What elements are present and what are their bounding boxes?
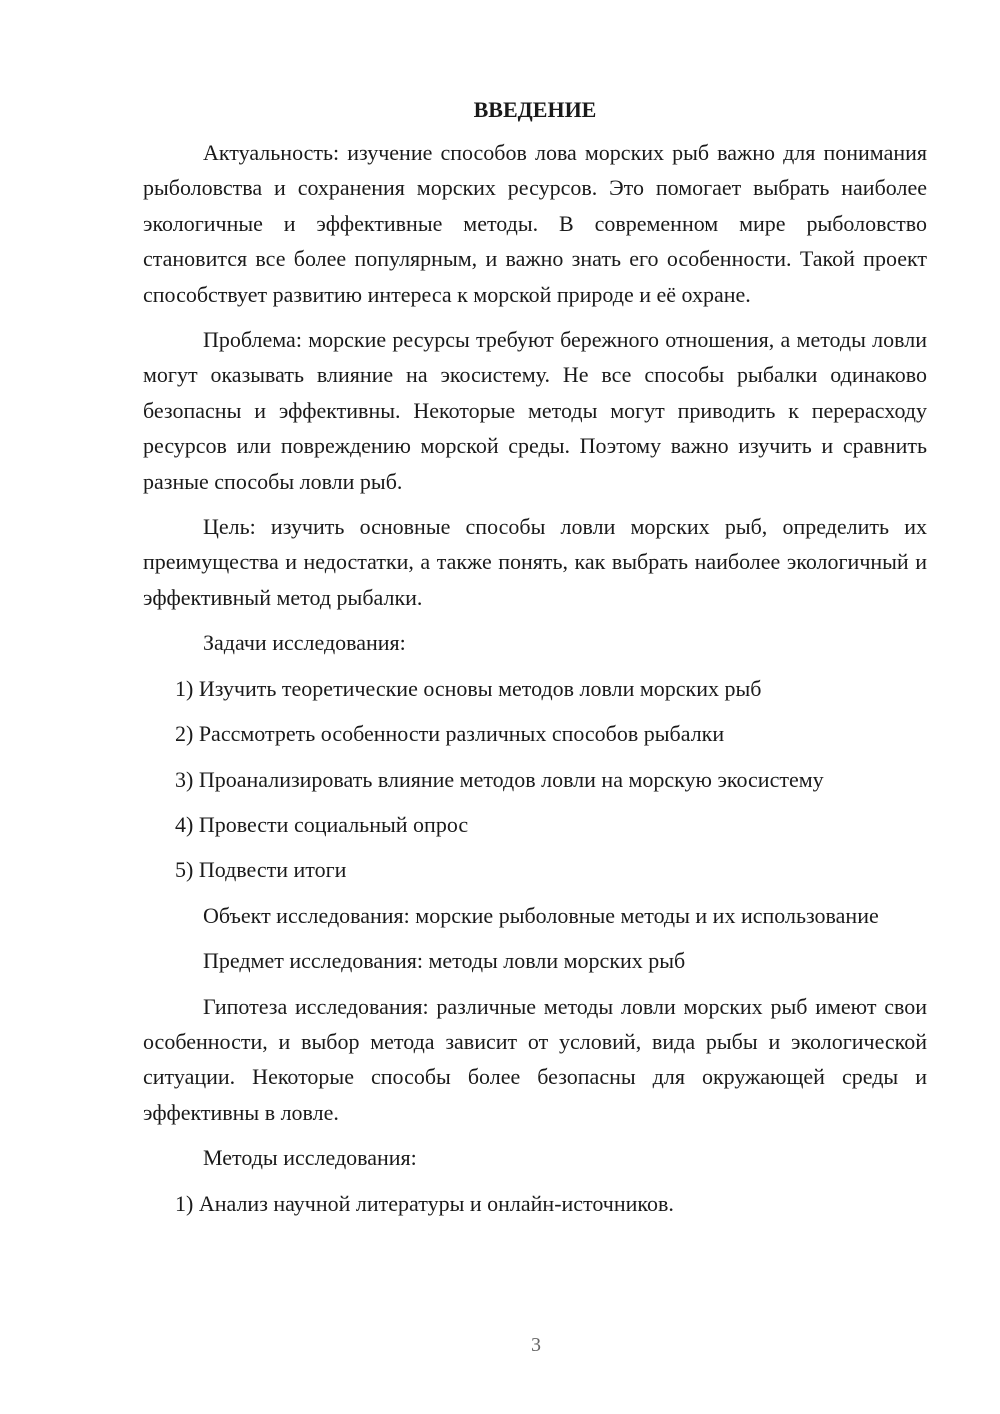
relevance-paragraph: Актуальность: изучение способов лова морских рыб важно для понимания рыболовства и сохранения морских ресурсов. Это помогает выбрать наиболее экологичные и эффективные методы. В современном мире рыболовство становится все более популярным, и важно знать его особенности. Такой проект способствует развитию интереса к морской природе и её охране. xyxy=(143,140,927,307)
list-item: 4) Провести социальный опрос xyxy=(175,811,469,837)
problem-paragraph: Проблема: морские ресурсы требуют бережного отношения, а методы ловли могут оказывать влияние на экосистему. Не все способы рыбалки одинаково безопасны и эффективны. Некоторые методы могут приводить к перерасходу ресурсов или повреждению морской среды. Поэтому важно изучить и сравнить разные способы ловли рыб. xyxy=(143,327,927,494)
list-item: 1) Анализ научной литературы и онлайн-источников. xyxy=(175,1190,674,1216)
page-number: 3 xyxy=(531,1334,541,1356)
section-title: ВВЕДЕНИЕ xyxy=(473,97,597,122)
list-item: 3) Проанализировать влияние методов ловли на морскую экосистему xyxy=(175,766,824,792)
hypothesis-paragraph: Гипотеза исследования: различные методы ловли морских рыб имеют свои особенности, и выбор метода зависит от условий, вида рыбы и экологической ситуации. Некоторые способы более безопасны для окружающей среды и эффективны в ловле. xyxy=(143,993,927,1125)
document-page xyxy=(143,93,927,1231)
object-paragraph: Объект исследования: морские рыболовные методы и их использование xyxy=(203,902,879,928)
subject-paragraph: Предмет исследования: методы ловли морских рыб xyxy=(203,948,686,974)
list-item: 1) Изучить теоретические основы методов ловли морских рыб xyxy=(175,675,762,701)
goal-paragraph: Цель: изучить основные способы ловли морских рыб, определить их преимущества и недостатки, а также понять, как выбрать наиболее экологичный и эффективный метод рыбалки. xyxy=(143,514,927,610)
tasks-heading: Задачи исследования: xyxy=(203,630,406,656)
list-item: 2) Рассмотреть особенности различных способов рыбалки xyxy=(175,721,725,747)
tasks-list xyxy=(143,671,927,888)
list-item: 5) Подвести итоги xyxy=(175,857,347,883)
methods-heading: Методы исследования: xyxy=(203,1145,417,1171)
methods-list xyxy=(143,1186,927,1221)
